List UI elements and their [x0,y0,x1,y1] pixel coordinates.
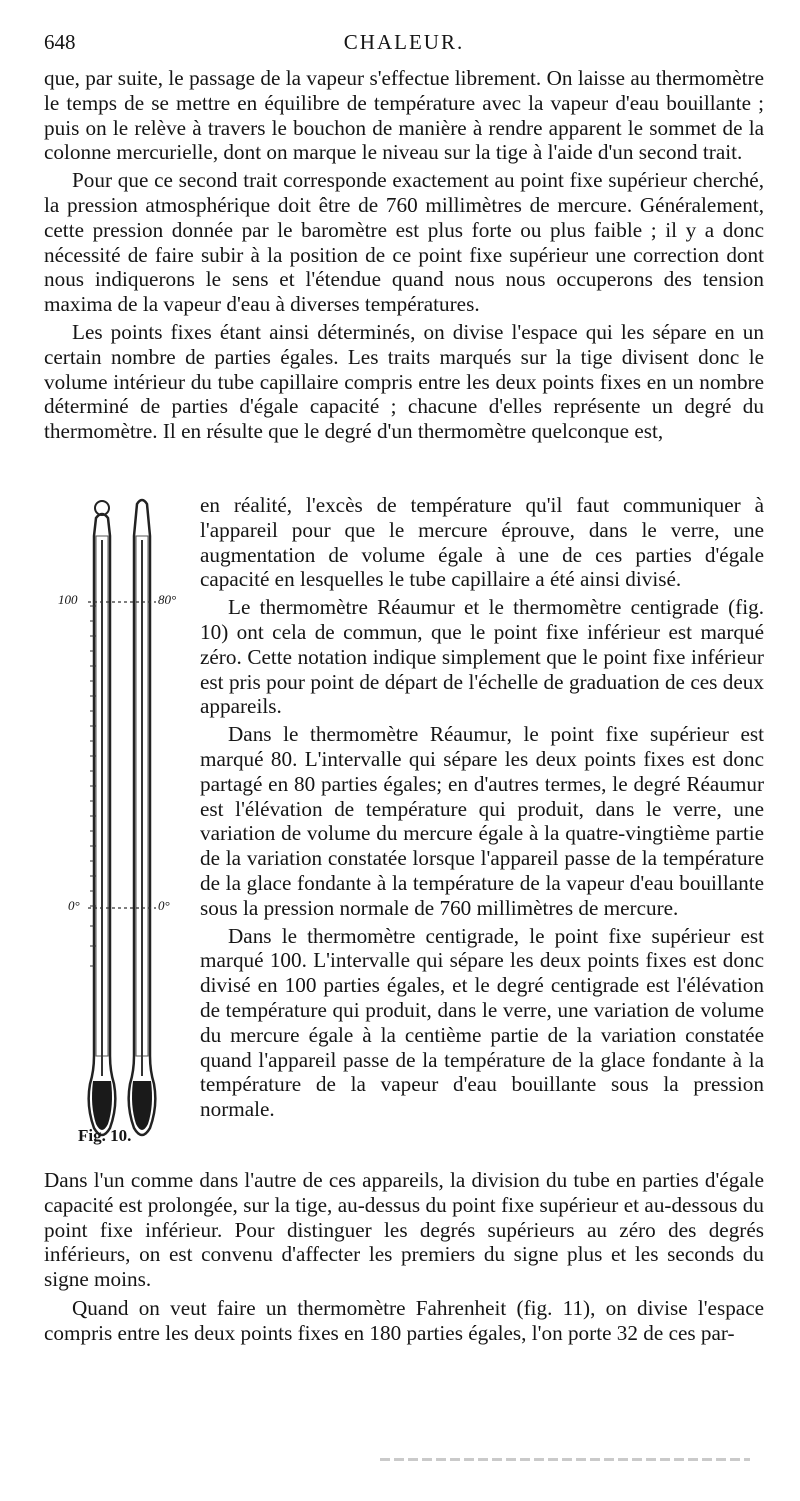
paragraph: Le thermomètre Réaumur et le thermomètre centigrade (fig. 10) ont cela de commun, que le point fixe inférieur est marqué zéro. Cette notation indique simplement que le point fixe inférieur est pris pour point de départ de l'échelle de graduation de ces deux appareils. [200,595,764,719]
top-text-block [44,66,764,444]
right-text-block [200,493,764,1122]
paragraph: que, par suite, le passage de la vapeur s'effectue librement. On laisse au thermomètre le temps de se mettre en équilibre de température avec la vapeur d'eau bouillante ; puis on le relève à travers le bouchon de manière à rendre apparent le sommet de la colonne mercurielle, dont on marque le niveau sur la tige à l'aide d'un second trait. [44,66,764,165]
page-number: 648 [44,30,76,54]
paragraph: Dans le thermomètre centigrade, le point fixe supérieur est marqué 100. L'intervalle qui sépare les deux points fixes est donc divisé en 100 parties égales, et le degré centigrade est l'élévation de température qui produit, dans le verre, une variation de volume du mercure égale à la centième partie de la variation constatée quand l'appareil passe de la température de la glace fondante à la température de la vapeur d'eau bouillante sous la pression normale. [200,923,764,1122]
label-right-bottom: 0° [158,898,170,913]
bleed-through-artifact [380,1458,750,1461]
paragraph: Dans l'un comme dans l'autre de ces appareils, la division du tube en parties d'égale capacité est prolongée, sur la tige, au-dessus du point fixe supérieur et au-dessous du point fixe inférieur. Pour distinguer les degrés supérieurs au zéro des degrés inférieurs, on est convenu d'affecter les premiers du signe plus et les seconds du signe moins. [44,1168,764,1292]
paragraph: Pour que ce second trait corresponde exactement au point fixe supérieur cherché, la pression atmosphérique doit être de 760 millimètres de mercure. Généralement, cette pression donnée par le baromètre est plus forte ou plus faible ; il y a donc nécessité de faire subir à la position de ce point fixe supérieur une correction dont nous indiquerons le sens et l'étendue quand nous nous occuperons des tension maxima de la vapeur d'eau à diverses températures. [44,168,764,317]
paragraph: en réalité, l'excès de température qu'il faut communiquer à l'appareil pour que le mercure éprouve, dans le verre, une augmentation de volume égale à une de ces parties d'égale capacité en lesquelles le tube capillaire a été ainsi divisé. [200,493,764,592]
label-right-top: 80° [158,592,177,607]
page-header [44,30,764,58]
paragraph: Dans le thermomètre Réaumur, le point fixe supérieur est marqué 80. L'intervalle qui sépare les deux points fixes est donc partagé en 80 parties égales; en d'autres termes, le degré Réaumur est l'élévation de température qui produit, dans le verre, une variation de volume du mercure égale à la quatre-vingtième partie de la variation constatée lorsque l'appareil passe de la température de la glace fondante à la température de la vapeur d'eau bouillante sous la pression normale de 760 millimètres de mercure. [200,722,764,920]
paragraph: Quand on veut faire un thermomètre Fahrenheit (fig. 11), on divise l'espace compris entre les deux points fixes en 180 parties égales, l'on porte 32 de ces par- [44,1295,764,1345]
thermometer-figure [44,496,196,1168]
bottom-text-block [44,1168,764,1346]
paragraph: Les points fixes étant ainsi déterminés, on divise l'espace qui les sépare en un certain nombre de parties égales. Les traits marqués sur la tige divisent donc le volume intérieur du tube capillaire compris entre les deux points fixes en un nombre déterminé de parties d'égale capacité ; chacune d'elles représente un degré du thermomètre. Il en résulte que le degré d'un thermomètre quelconque est, [44,319,764,444]
label-left-top: 100 [58,592,78,607]
running-title: CHALEUR. [343,30,465,54]
figure-caption: Fig. 10. [78,1126,132,1145]
label-left-bottom: 0° [68,898,80,913]
